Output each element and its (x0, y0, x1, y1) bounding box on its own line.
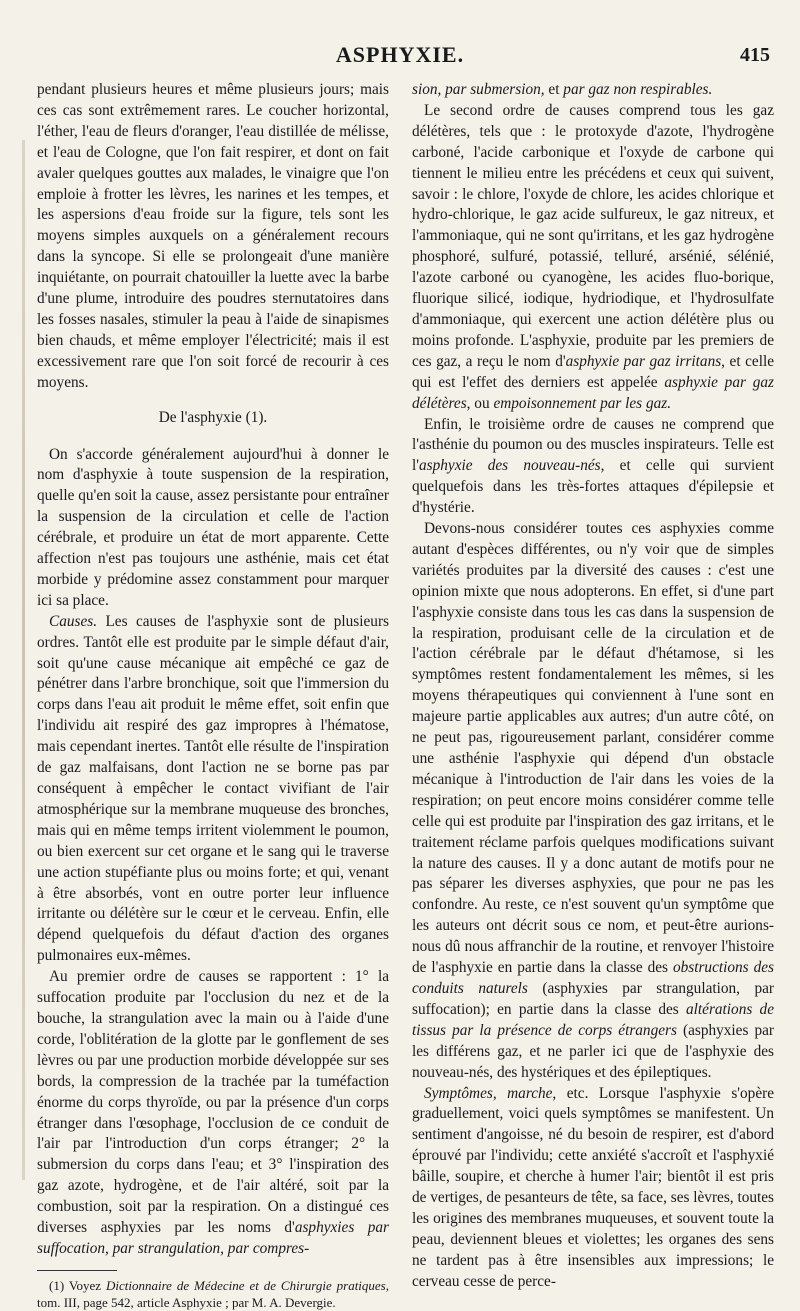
footnote-prefix: (1) Voyez (49, 1277, 106, 1293)
second-order-italic-3: empoisonnement par les gaz. (493, 394, 672, 412)
paragraph-syncope-remedies: pendant plusieurs heures et même plusieurs jours; mais ces cas sont extrêmement rares. Le coucher horizontal, l'éther, l'eau de fleurs d'oranger, l'eau distillée de mélisse, et l'eau de Cologne, que l'on fait respirer, et dont on fait avaler quelques gouttes aux malades, le vinaigre que l'on emploie à frotter les lèvres, les narines et les tempes, et les aspersions d'eau froide sur la figure, tels sont les moyens simples auxquels on a généralement recours dans la syncope. Si elle se prolongeait d'une manière inquiétante, on pourrait chatouiller la luette avec la barbe d'une plume, introduire des poudres sternutatoires dans les fosses nasales, stimuler la peau à l'aide de sinapismes bien chauds, et même employer l'électricité; mais il est excessivement rare que l'on soit forcé de recourir à ces moyens. (37, 81, 389, 391)
second-order-italic: asphyxie par gaz irritans (565, 352, 722, 370)
classification-mid: (asphyxies par strangulation, par suffocation); en partie dans la classe des (412, 979, 774, 1018)
causes-label: Causes. (49, 612, 98, 630)
paragraph-classification (412, 519, 774, 1083)
first-order-text: Au premier ordre de causes se rapportent : 1° la suffocation produite par l'occlusion du nez et de la bouche, la strangulation avec la main ou à l'aide d'une corde, l'oblitération de la glotte par le gonflement de ses lèvres ou par une production morbide développée sur ses bords, la compression de la trachée par la tuméfaction énorme du corps thyroïde, ou par la présence d'un corps étranger dans l'œsophage, l'occlusion de ce conduit de l'air par l'introduction d'un corps étranger; 2° la submersion du corps dans l'eau; et 3° l'inspiration des gaz azote, hydrogène, et de l'air altéré, soit par la combustion, soit par la respiration. On a distingué ces diverses asphyxies par les noms d' (37, 968, 389, 1237)
classification-italic-2: altérations de tissus par la présence de corps étrangers (412, 1000, 774, 1039)
footnote (37, 1277, 389, 1311)
third-order-rest: , et celle qui survient quelquefois dans les très-fortes attaques d'épilepsie et d'hystérie. (412, 457, 774, 517)
symptoms-text: etc. Lorsque l'asphyxie s'opère graduellement, voici quels symptômes se manifestent. Un sentiment d'angoisse, né du besoin de respirer, est d'abord éprouvé par l'individu; cette anxiété s'accroît et l'asphyxié bâille, soupire, et cherche à humer l'air; bientôt il est pris de vertiges, de pesanteurs de tête, sa face, ses lèvres, toutes les origines des membranes muqueuses, et souvent toute la peau, deviennent bleues et violettes; les organes des sens ne tardent pas à être insensibles aux impressions; le cerveau cesse de perce- (412, 1084, 775, 1290)
running-title: ASPHYXIE. (335, 42, 465, 67)
second-order-text: Le second ordre de causes comprend tous les gaz délétères, tels que : le protoxyde d'azote, l'hydrogène carboné, l'acide carbonique et l'oxyde de carbone qui tiennent le milieu entre les précédens et ceux qui suivent, savoir : le chlore, l'oxyde de chlore, les acides chlorique et hydro-chlorique, le gaz acide sulfureux, le gaz nitreux, et l'ammoniaque, qui ne sont qu'irritans, et les gaz hydrogène phosphoré, sulfuré, potassié, telluré, arsénié, sélénié, l'azote carboné ou cyanogène, les acides fluo-borique, fluorique silicé, iodique, hydriodique, et l'hydrosulfate d'ammoniaque, qui exercent une action délétère plus ou moins profonde. L'asphyxie, produite par les premiers de ces gaz, a reçu le nom d' (412, 101, 774, 370)
page-header (0, 42, 800, 72)
footnote-rule (37, 1270, 117, 1271)
second-order-mid-2: , ou (466, 394, 494, 412)
classification-italic: obstructions des conduits naturels (412, 959, 775, 997)
paragraph-causes (37, 612, 389, 967)
section-title: De l'asphyxie (1). (158, 408, 268, 426)
continuation-italic-2: par gaz non respirables. (563, 81, 713, 98)
continuation-italic: sion, par submersion, (412, 81, 545, 98)
paragraph-definition: On s'accorde généralement aujourd'hui à donner le nom d'asphyxie à toute suspension de la respiration, quelle qu'en soit la cause, assez persistante pour entraîner la suspension de la circulation et celle de l'action cérébrale, et produire un état de mort apparente. Cette affection n'est pas toujours une asthénie, mais cet état morbide y prédomine assez constamment pour marquer ici sa place. (37, 445, 389, 609)
causes-text: Les causes de l'asphyxie sont de plusieurs ordres. Tantôt elle est produite par le simple défaut d'air, soit qu'une cause mécanique ait empêché ce gaz de pénétrer dans l'arbre bronchique, soit que l'immersion du corps dans l'eau ait produit le même effet, soit enfin que l'individu ait respiré des gaz impropres à l'hématose, mais cependant inertes. Tantôt elle résulte de l'inspiration de gaz malfaisans, dont l'action ne se borne pas par conséquent à empêcher le contact vivifiant de l'air atmosphérique sur la membrane muqueuse des bronches, mais qui en même temps irritent violemment le poumon, ou bien exercent sur cet organe et le sang qui le traverse une action stupéfiante plus ou moins forte; et qui, venant à être absorbés, vont en outre porter leur influence irritante ou délétère sur le cœur et le cerveau. Enfin, elle dépend quelquefois du défaut d'action des organes pulmonaires eux-mêmes. (37, 612, 389, 965)
scan-binding-edge (22, 140, 25, 1180)
paragraph-second-order (412, 101, 774, 415)
footnote-source: Dictionnaire de Médecine et de Chirurgie pratiques (106, 1277, 386, 1293)
paragraph-first-order (37, 967, 389, 1260)
footnote-rest: , tom. III, page 542, article Asphyxie ; par M. A. Devergie. (37, 1277, 389, 1310)
second-order-italic-2: asphyxie par gaz délétères (412, 373, 774, 412)
left-column (37, 80, 389, 1311)
paragraph-symptoms (412, 1084, 774, 1293)
classification-text: Devons-nous considérer toutes ces asphyxies comme autant d'espèces différentes, ou n'y voir que de simples variétés produites par la diversité des causes : c'est une opinion mixte que nous adopterons. En effet, si d'une part l'asphyxie consiste dans tous les cas dans la suspension de la respiration, produisant celle de la circulation et de l'action cérébrale par le défaut d'hétamose, si les symptômes restent fondamentalement les mêmes, si les moyens thérapeutiques qui conviennent à l'une sont en majeure partie applicables aux autres; d'un autre côté, on ne peut pas, rigoureusement parlant, considérer comme une asthénie l'asphyxie qui dépend d'un obstacle mécanique à l'introduction de l'air dans les voies de la respiration; on peut encore moins considérer comme telle celle qui est produite par l'inspiration des gaz irritans, et le traitement réclame parfois quelques modifications suivant la nature des causes. Il y a donc autant de motifs pour ne pas séparer les diverses asphyxies, que pour ne pas les confondre. Au reste, ce n'est souvent qu'un symptôme que les auteurs ont décrit sous ce nom, et peut-être aurions-nous dû nous affranchir de la routine, et renvoyer l'histoire de l'asphyxie en partie dans la classe des (412, 520, 774, 977)
paragraph-continuation (412, 80, 774, 101)
page-number: 415 (740, 44, 770, 66)
second-order-mid: , et celle qui est l'effet des derniers est appelée (412, 352, 774, 391)
classification-rest: (asphyxies par les différens gaz, et ne parler ici que de l'asphyxie des nouveau-nés, des hystériques et des épileptiques. (412, 1021, 774, 1081)
continuation-mid: et (544, 81, 564, 98)
symptoms-label: Symptômes, marche, (424, 1084, 557, 1102)
third-order-text: Enfin, le troisième ordre de causes ne comprend que l'asthénie du poumon ou des muscles inspirateurs. Telle est l' (412, 415, 774, 475)
right-column (412, 80, 774, 1293)
third-order-italic: asphyxie des nouveau-nés (419, 457, 601, 475)
first-order-italic: asphyxies par suffocation, par strangulation, par compres- (37, 1219, 390, 1257)
paragraph-third-order (412, 415, 774, 520)
